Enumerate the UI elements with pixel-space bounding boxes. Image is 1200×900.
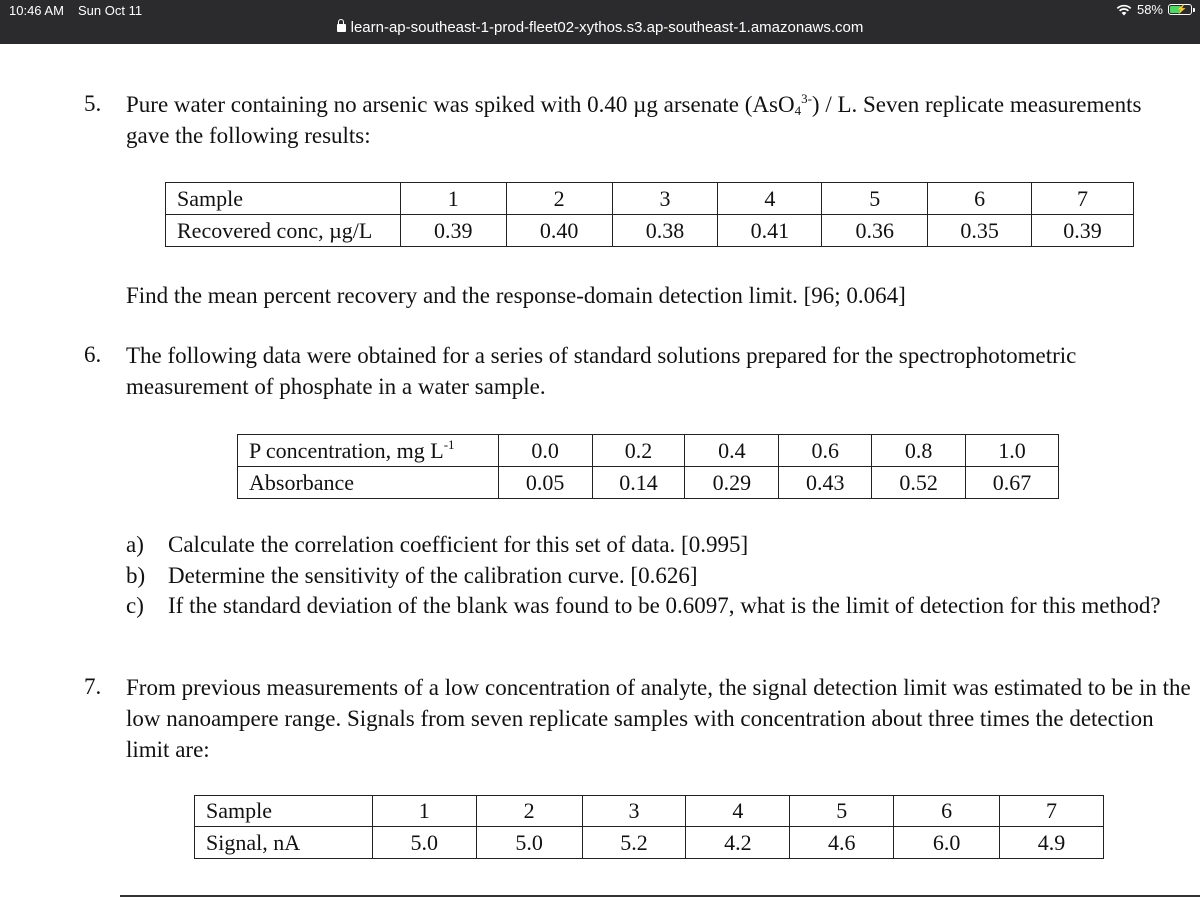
recovery-table-row-sample [166,183,1134,215]
table-cell: 0.14 [592,467,685,499]
table-cell: 2 [506,183,612,215]
question-5-line-1-a: Pure water containing no arsenic was spiked with 0.40 µg arsenate (AsO [126,92,795,117]
table-cell: 5.0 [372,827,476,859]
table-cell: 0.39 [400,215,506,247]
wifi-icon [1116,4,1132,16]
question-5-intro [126,89,1141,151]
table-cell: 4 [718,183,822,215]
question-5-line-1-b: ) / L. Seven replicate measurements [811,92,1142,117]
table-cell: 1 [400,183,506,215]
table-header-cell: Sample [166,183,401,215]
recovery-table-row-conc [166,215,1134,247]
table-cell: 7 [1032,183,1134,215]
recovery-table [165,182,1134,247]
table-cell: 0.36 [822,215,928,247]
table-cell: 7 [1000,796,1104,827]
battery-icon [1168,4,1192,15]
table-cell: 0.35 [928,215,1032,247]
table-header-cell: Absorbance [238,467,499,499]
calibration-table [237,434,1059,499]
part-c-text: If the standard deviation of the blank was found to be 0.6097, what is the limit of detection for this method? [168,593,1161,618]
table-cell: 1.0 [966,435,1059,467]
table-cell: 0.38 [612,215,718,247]
calibration-table-row-absorbance [238,467,1059,499]
table-cell: 2 [476,796,582,827]
table-header-cell: Recovered conc, µg/L [166,215,401,247]
charging-icon: ⚡ [1176,4,1188,14]
browser-top-bar [0,0,1200,44]
arsenate-subscript: 4 [794,103,802,118]
table-cell: 0.4 [685,435,779,467]
table-cell: 0.0 [498,435,592,467]
part-c-label: c) [126,593,144,618]
part-a-text: Calculate the correlation coefficient for this set of data. [0.995] [168,532,749,557]
battery-percent: 58% [1136,2,1163,17]
question-5-line-2: gave the following results: [126,123,371,148]
table-cell: 0.8 [872,435,966,467]
table-cell: 4.2 [686,827,790,859]
address-bar[interactable] [0,19,1200,36]
url-text: learn-ap-southeast-1-prod-fleet02-xythos.s3.ap-southeast-1.amazonaws.com [350,19,864,36]
table-cell: 0.41 [718,215,822,247]
table-cell: 1 [372,796,476,827]
table-cell: 0.6 [779,435,872,467]
question-7-intro [126,672,1200,765]
question-5-prompt [126,280,906,311]
part-b-label: b) [126,563,146,588]
table-cell: 3 [582,796,686,827]
table-cell: 0.39 [1032,215,1134,247]
unit-superscript: -1 [443,436,455,452]
question-6-intro [126,340,1076,402]
question-6-number: 6. [84,342,102,367]
table-cell: 4.9 [1000,827,1104,859]
table-cell: 4.6 [790,827,894,859]
table-cell: 0.2 [592,435,685,467]
table-header-cell: Sample [195,796,373,827]
table-cell: 4 [686,796,790,827]
table-cell: 0.40 [506,215,612,247]
signal-table [194,795,1104,859]
lock-icon [337,24,346,32]
status-date: Sun Oct 11 [78,3,143,18]
question-6-line-1: The following data were obtained for a series of standard solutions prepared for the spectrophotometric [126,343,1077,368]
table-cell: 6 [894,796,1000,827]
table-cell: 5.2 [582,827,686,859]
table-cell: 6 [928,183,1032,215]
table-header-cell [238,435,499,467]
status-time: 10:46 AM [9,3,64,18]
question-5-question: Find the mean percent recovery and the response-domain detection limit. [96; 0.064] [126,283,906,308]
part-a-label: a) [126,532,144,557]
table-cell: 0.52 [872,467,966,499]
question-7-number: 7. [84,674,102,699]
question-6-line-2: measurement of phosphate in a water sample. [126,374,546,399]
table-cell: 0.05 [498,467,592,499]
table-cell: 6.0 [894,827,1000,859]
question-7-line-2: low nanoampere range. Signals from seven replicate samples with concentration about three times the detection [126,706,1154,731]
table-cell: 0.67 [966,467,1059,499]
question-5-line-1 [126,89,1141,120]
question-7-line-3: limit are: [126,737,210,762]
question-5-number: 5. [84,91,102,116]
part-b-text: Determine the sensitivity of the calibration curve. [0.626] [168,563,698,588]
status-indicators [1116,2,1192,17]
table-cell: 5 [790,796,894,827]
concentration-label: P concentration, mg L [249,437,444,463]
arsenate-superscript: 3- [801,91,812,106]
table-cell: 0.43 [779,467,872,499]
cut-off-text-line [120,895,1200,897]
question-7-line-1: From previous measurements of a low concentration of analyte, the signal detection limit was estimated to be in the [126,675,1191,700]
table-cell: 0.29 [685,467,779,499]
table-cell: 5 [822,183,928,215]
table-header-cell: Signal, nA [195,827,373,859]
calibration-table-row-concentration [238,435,1059,467]
signal-table-row-sample [195,796,1104,827]
signal-table-row-signal [195,827,1104,859]
table-cell: 5.0 [476,827,582,859]
table-cell: 3 [612,183,718,215]
